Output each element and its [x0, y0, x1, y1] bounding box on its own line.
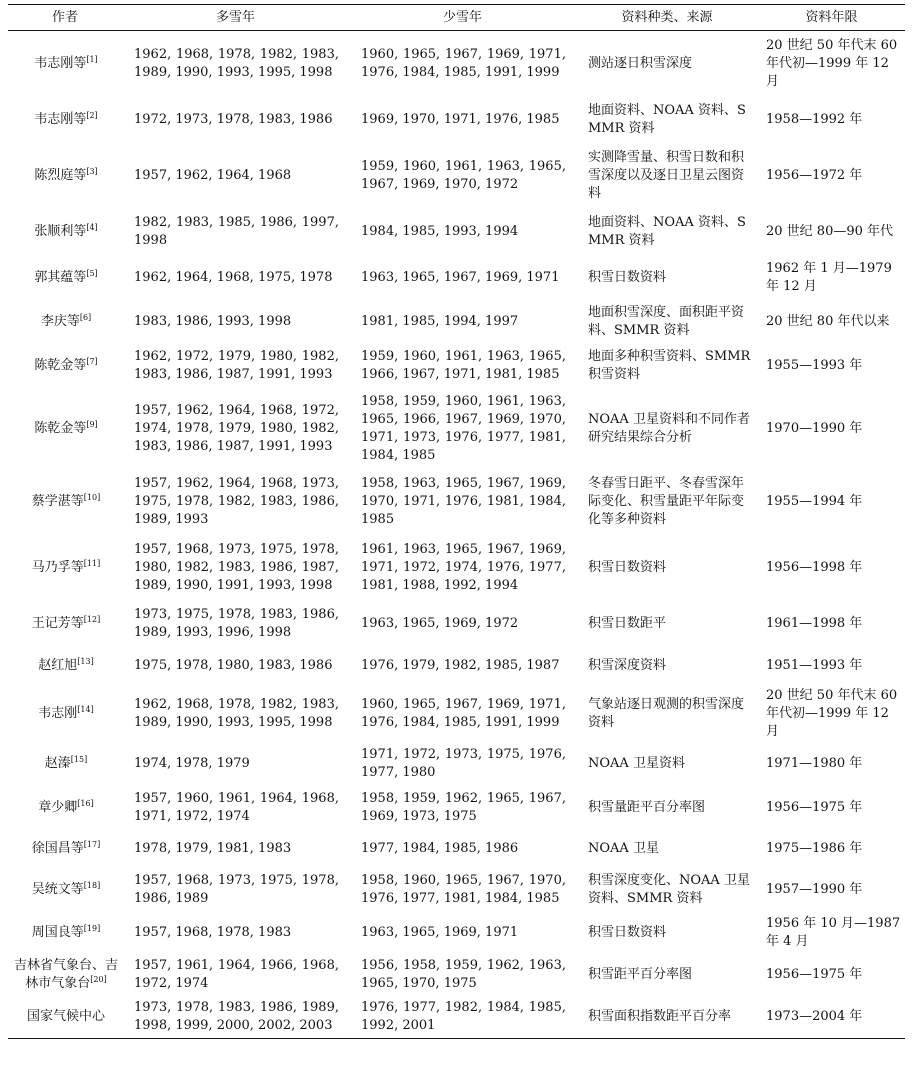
author-cell	[8, 913, 122, 953]
data-period-cell: 1956 年 10 月—1987 年 4 月	[766, 915, 901, 949]
reference-marker: [19]	[83, 923, 101, 933]
heavy-snow-years-cell: 1957, 1961, 1964, 1966, 1968, 1972, 1974	[134, 957, 339, 991]
author-name: 王记芳等	[31, 615, 84, 631]
data-source-cell: 地面资料、NOAA 资料、SMMR 资料	[588, 214, 746, 248]
reference-marker: [16]	[77, 798, 94, 808]
reference-marker: [12]	[83, 614, 101, 624]
table-row	[8, 867, 905, 913]
author-cell	[8, 743, 122, 785]
author-name: 徐国昌等	[31, 840, 84, 856]
light-snow-years-cell: 1969, 1970, 1971, 1976, 1985	[361, 111, 560, 127]
author-cell	[8, 831, 122, 867]
data-period-cell: 1973—2004 年	[758, 997, 905, 1039]
data-period-cell: 1956—1998 年	[766, 559, 863, 575]
light-snow-years-cell: 1981, 1985, 1994, 1997	[361, 313, 519, 329]
author-cell	[8, 343, 122, 389]
reference-marker: [7]	[86, 356, 98, 366]
data-period-cell: 20 世纪 50 年代末 60 年代初—1999 年 12 月	[766, 37, 898, 89]
author-name: 马乃孚等	[31, 559, 84, 575]
data-source-cell: 地面积雪深度、面积距平资料、SMMR 资料	[588, 304, 745, 338]
header-author: 作者	[8, 5, 122, 31]
author-name: 吴统文等	[31, 881, 84, 897]
author-cell	[8, 601, 122, 647]
header-data-source: 资料种类、来源	[576, 5, 758, 31]
table-row	[8, 913, 905, 953]
author-cell	[8, 97, 122, 143]
author-name: 赵红旭	[38, 657, 78, 673]
data-source-cell: 积雪深度变化、NOAA 卫星资料、SMMR 资料	[588, 872, 750, 906]
light-snow-years-cell: 1959, 1960, 1961, 1963, 1965, 1967, 1969, 1970, 1972	[361, 158, 566, 192]
reference-marker: [3]	[86, 166, 98, 176]
table-row	[8, 255, 905, 301]
author-name: 吉林省气象台、吉林市气象台	[14, 957, 119, 991]
heavy-snow-years-cell: 1957, 1962, 1964, 1968, 1972, 1974, 1978, 1979, 1980, 1982, 1983, 1986, 1987, 1991, 1993	[134, 402, 339, 454]
author-name: 赵溱	[44, 755, 71, 771]
reference-marker: [5]	[86, 268, 98, 278]
reference-marker: [15]	[70, 754, 88, 764]
heavy-snow-years-cell: 1957, 1960, 1961, 1964, 1968, 1971, 1972, 1974	[134, 790, 339, 824]
header-data-period: 资料年限	[758, 5, 905, 31]
light-snow-years-cell: 1976, 1977, 1982, 1984, 1985, 1992, 2001	[349, 997, 576, 1039]
table-row	[8, 343, 905, 389]
data-source-cell: NOAA 卫星资料	[588, 755, 685, 771]
data-period-cell: 1971—1980 年	[766, 755, 863, 771]
data-period-cell: 20 世纪 50 年代末 60 年代初—1999 年 12 月	[766, 687, 898, 739]
heavy-snow-years-cell: 1962, 1964, 1968, 1975, 1978	[134, 269, 333, 285]
data-period-cell: 1970—1990 年	[766, 420, 863, 436]
heavy-snow-years-cell: 1962, 1968, 1978, 1982, 1983, 1989, 1990, 1993, 1995, 1998	[134, 46, 339, 80]
data-source-cell: NOAA 卫星	[588, 840, 659, 856]
author-cell	[8, 785, 122, 831]
data-period-cell: 1961—1998 年	[766, 615, 863, 631]
heavy-snow-years-cell: 1957, 1968, 1973, 1975, 1978, 1986, 1989	[134, 872, 339, 906]
table-row	[8, 31, 905, 97]
data-source-cell: 积雪日数资料	[588, 559, 667, 575]
light-snow-years-cell: 1971, 1972, 1973, 1975, 1976, 1977, 1980	[361, 746, 566, 780]
light-snow-years-cell: 1960, 1965, 1967, 1969, 1971, 1976, 1984, 1985, 1991, 1999	[361, 696, 566, 730]
light-snow-years-cell: 1958, 1959, 1960, 1961, 1963, 1965, 1966, 1967, 1969, 1970, 1971, 1973, 1976, 1977, 1981, 1984, 1985	[361, 393, 566, 463]
author-name: 韦志刚	[38, 705, 78, 721]
data-source-cell: 积雪日数资料	[588, 269, 667, 285]
author-cell	[8, 301, 122, 343]
data-source-cell: NOAA 卫星资料和不同作者研究结果综合分析	[588, 411, 750, 445]
heavy-snow-years-cell: 1975, 1978, 1980, 1983, 1986	[134, 657, 333, 673]
data-period-cell: 1956—1972 年	[766, 167, 863, 183]
heavy-snow-years-cell: 1957, 1968, 1978, 1983	[134, 924, 292, 940]
light-snow-years-cell: 1977, 1984, 1985, 1986	[361, 840, 519, 856]
data-period-cell: 1957—1990 年	[766, 881, 863, 897]
author-cell	[8, 997, 122, 1039]
reference-marker: [1]	[86, 54, 98, 64]
data-source-cell: 地面资料、NOAA 资料、SMMR 资料	[588, 102, 746, 136]
heavy-snow-years-cell: 1973, 1978, 1983, 1986, 1989, 1998, 1999, 2000, 2002, 2003	[122, 997, 349, 1039]
heavy-snow-years-cell: 1978, 1979, 1981, 1983	[134, 840, 292, 856]
table-row	[8, 743, 905, 785]
table-row	[8, 647, 905, 685]
table-row	[8, 389, 905, 469]
data-source-cell: 积雪面积指数距平百分率	[576, 997, 758, 1039]
data-period-cell: 1962 年 1 月—1979 年 12 月	[766, 260, 892, 294]
data-source-cell: 积雪距平百分率图	[588, 966, 693, 982]
data-source-cell: 测站逐日积雪深度	[588, 55, 693, 71]
data-period-cell: 1951—1993 年	[766, 657, 863, 673]
author-name: 陈乾金等	[34, 420, 87, 436]
light-snow-years-cell: 1959, 1960, 1961, 1963, 1965, 1966, 1967, 1971, 1981, 1985	[361, 348, 566, 382]
author-cell	[8, 143, 122, 209]
table-row	[8, 685, 905, 743]
data-source-cell: 气象站逐日观测的积雪深度资料	[588, 696, 745, 730]
heavy-snow-years-cell: 1974, 1978, 1979	[134, 755, 250, 771]
author-name: 蔡学湛等	[31, 493, 84, 509]
author-name: 张顺利等	[34, 223, 87, 239]
heavy-snow-years-cell: 1983, 1986, 1993, 1998	[134, 313, 292, 329]
reference-marker: [14]	[77, 704, 94, 714]
data-period-cell: 1958—1992 年	[766, 111, 863, 127]
heavy-snow-years-cell: 1962, 1968, 1978, 1982, 1983, 1989, 1990, 1993, 1995, 1998	[134, 696, 339, 730]
data-source-cell: 冬春雪日距平、冬春雪深年际变化、积雪量距平年际变化等多种资料	[588, 475, 745, 527]
reference-marker: [4]	[86, 222, 98, 232]
data-period-cell: 1955—1993 年	[766, 357, 863, 373]
author-name: 陈乾金等	[34, 357, 87, 373]
author-name: 郭其蕴等	[34, 269, 87, 285]
reference-marker: [10]	[83, 492, 101, 502]
heavy-snow-years-cell: 1972, 1973, 1978, 1983, 1986	[134, 111, 333, 127]
header-heavy-snow-years: 多雪年	[122, 5, 349, 31]
reference-marker: [2]	[86, 110, 98, 120]
author-name: 李庆等	[40, 313, 80, 329]
data-period-cell: 1955—1994 年	[766, 493, 863, 509]
heavy-snow-years-cell: 1962, 1972, 1979, 1980, 1982, 1983, 1986, 1987, 1991, 1993	[134, 348, 339, 382]
author-cell	[8, 31, 122, 97]
table-row	[8, 469, 905, 535]
data-source-cell: 积雪日数资料	[588, 924, 667, 940]
author-name: 韦志刚等	[34, 55, 87, 71]
light-snow-years-cell: 1960, 1965, 1967, 1969, 1971, 1976, 1984, 1985, 1991, 1999	[361, 46, 566, 80]
author-cell	[8, 953, 122, 997]
author-cell	[8, 255, 122, 301]
light-snow-years-cell: 1958, 1959, 1962, 1965, 1967, 1969, 1973, 1975	[361, 790, 566, 824]
heavy-snow-years-cell: 1957, 1962, 1964, 1968, 1973, 1975, 1978, 1982, 1983, 1986, 1989, 1993	[134, 475, 339, 527]
table-header-row	[8, 5, 905, 31]
table-row	[8, 953, 905, 997]
table-row	[8, 997, 905, 1039]
heavy-snow-years-cell: 1957, 1968, 1973, 1975, 1978, 1980, 1982, 1983, 1986, 1987, 1989, 1990, 1991, 1993, 1998	[134, 541, 339, 593]
reference-marker: [9]	[86, 419, 98, 429]
reference-marker: [6]	[79, 312, 92, 322]
data-period-cell: 20 世纪 80 年代以来	[766, 313, 890, 329]
reference-marker: [11]	[83, 558, 101, 568]
author-cell	[8, 389, 122, 469]
author-cell	[8, 867, 122, 913]
table-row	[8, 209, 905, 255]
data-source-cell: 积雪深度资料	[588, 657, 667, 673]
author-cell	[8, 685, 122, 743]
author-name: 国家气候中心	[26, 1009, 105, 1025]
data-period-cell: 1975—1986 年	[766, 840, 863, 856]
heavy-snow-years-cell: 1973, 1975, 1978, 1983, 1986, 1989, 1993, 1996, 1998	[134, 606, 339, 640]
table-row	[8, 601, 905, 647]
data-source-cell: 实测降雪量、积雪日数和积雪深度以及逐日卫星云图资料	[588, 149, 745, 201]
table-body	[8, 31, 905, 1039]
author-name: 章少卿	[38, 799, 78, 815]
author-cell	[8, 209, 122, 255]
table-row	[8, 301, 905, 343]
light-snow-years-cell: 1963, 1965, 1969, 1971	[361, 924, 519, 940]
table-row	[8, 143, 905, 209]
data-source-cell: 积雪日数距平	[588, 615, 667, 631]
light-snow-years-cell: 1961, 1963, 1965, 1967, 1969, 1971, 1972, 1974, 1976, 1977, 1981, 1988, 1992, 1994	[361, 541, 566, 593]
light-snow-years-cell: 1984, 1985, 1993, 1994	[361, 223, 519, 239]
light-snow-years-cell: 1956, 1958, 1959, 1962, 1963, 1965, 1970, 1975	[361, 957, 566, 991]
author-cell	[8, 469, 122, 535]
table-row	[8, 785, 905, 831]
author-name: 陈烈庭等	[34, 167, 87, 183]
data-source-cell: 积雪量距平百分率图	[588, 799, 706, 815]
author-name: 周国良等	[31, 924, 84, 940]
light-snow-years-cell: 1958, 1963, 1965, 1967, 1969, 1970, 1971, 1976, 1981, 1984, 1985	[361, 475, 566, 527]
reference-marker: [18]	[83, 880, 101, 890]
reference-marker: [17]	[83, 839, 101, 849]
light-snow-years-cell: 1963, 1965, 1969, 1972	[361, 615, 519, 631]
table-row	[8, 831, 905, 867]
light-snow-years-cell: 1963, 1965, 1967, 1969, 1971	[361, 269, 560, 285]
author-cell	[8, 647, 122, 685]
data-source-cell: 地面多种积雪资料、SMMR 积雪资料	[588, 348, 751, 382]
heavy-snow-years-cell: 1982, 1983, 1985, 1986, 1997, 1998	[134, 214, 339, 248]
data-period-cell: 1956—1975 年	[766, 966, 863, 982]
data-period-cell: 1956—1975 年	[766, 799, 863, 815]
header-light-snow-years: 少雪年	[349, 5, 576, 31]
author-cell	[8, 535, 122, 601]
data-period-cell: 20 世纪 80—90 年代	[766, 223, 894, 239]
light-snow-years-cell: 1976, 1979, 1982, 1985, 1987	[361, 657, 560, 673]
heavy-snow-years-cell: 1957, 1962, 1964, 1968	[134, 167, 292, 183]
table-row	[8, 97, 905, 143]
table-row	[8, 535, 905, 601]
snow-years-table	[8, 4, 905, 1039]
reference-marker: [13]	[77, 656, 94, 666]
author-name: 韦志刚等	[34, 111, 87, 127]
light-snow-years-cell: 1958, 1960, 1965, 1967, 1970, 1976, 1977, 1981, 1984, 1985	[361, 872, 566, 906]
reference-marker: [20]	[90, 974, 107, 984]
